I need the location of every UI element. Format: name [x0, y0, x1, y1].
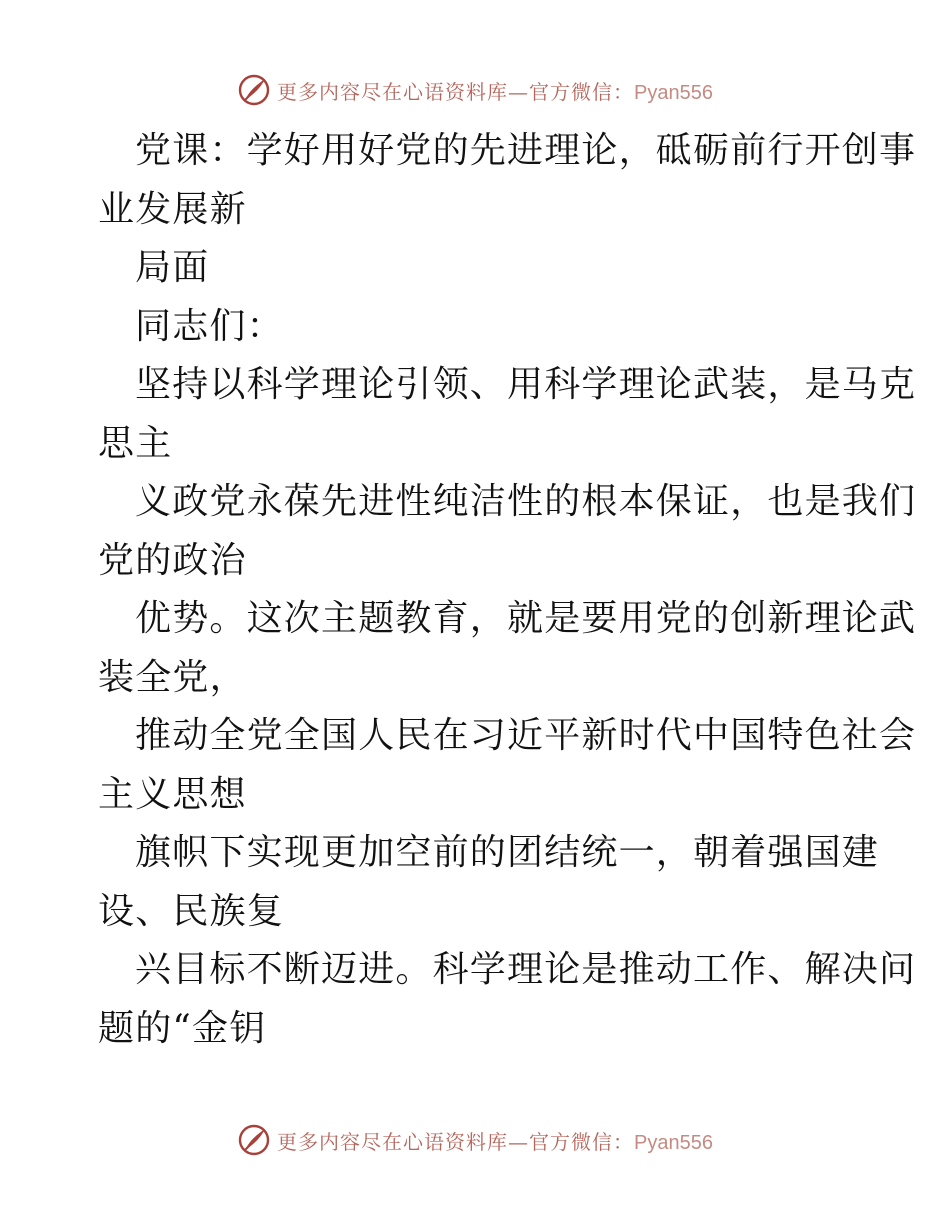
text-line: 坚持以科学理论引领、用科学理论武装，是马克 — [135, 364, 917, 405]
text-line: 旗帜下实现更加空前的团结统一，朝着强国建 — [135, 832, 880, 873]
text-line: 题的“金钥 — [98, 1007, 267, 1049]
watermark-text: 更多内容尽在心语资料库—官方微信：Pyan556 — [277, 79, 713, 104]
quill-pen-logo-icon — [237, 73, 271, 107]
text-line: 优势。这次主题教育，就是要用党的创新理论武 — [135, 598, 917, 639]
quill-pen-logo-icon — [237, 1123, 271, 1157]
text-line: 业发展新 — [98, 188, 247, 230]
footer-watermark — [0, 1120, 950, 1160]
text-line: 兴目标不断迈进。科学理论是推动工作、解决问 — [135, 949, 917, 990]
text-line: 设、民族复 — [98, 890, 285, 932]
text-line: 同志们： — [135, 305, 284, 347]
text-line: 局面 — [135, 247, 210, 288]
text-line: 思主 — [98, 422, 173, 464]
text-line: 党课：学好用好党的先进理论，砥砺前行开创事 — [135, 130, 917, 171]
text-line: 义政党永葆先进性纯洁性的根本保证，也是我们 — [135, 481, 917, 522]
text-line: 党的政治 — [98, 539, 247, 581]
watermark-wechat-id: Pyan556 — [634, 1131, 713, 1154]
document-body — [98, 122, 917, 1058]
watermark-wechat-id: Pyan556 — [634, 81, 713, 104]
text-line: 主义思想 — [98, 773, 247, 815]
text-line: 装全党， — [98, 656, 247, 698]
watermark-text: 更多内容尽在心语资料库—官方微信：Pyan556 — [277, 1129, 713, 1154]
header-watermark — [0, 70, 950, 110]
text-line: 推动全党全国人民在习近平新时代中国特色社会 — [135, 715, 917, 756]
